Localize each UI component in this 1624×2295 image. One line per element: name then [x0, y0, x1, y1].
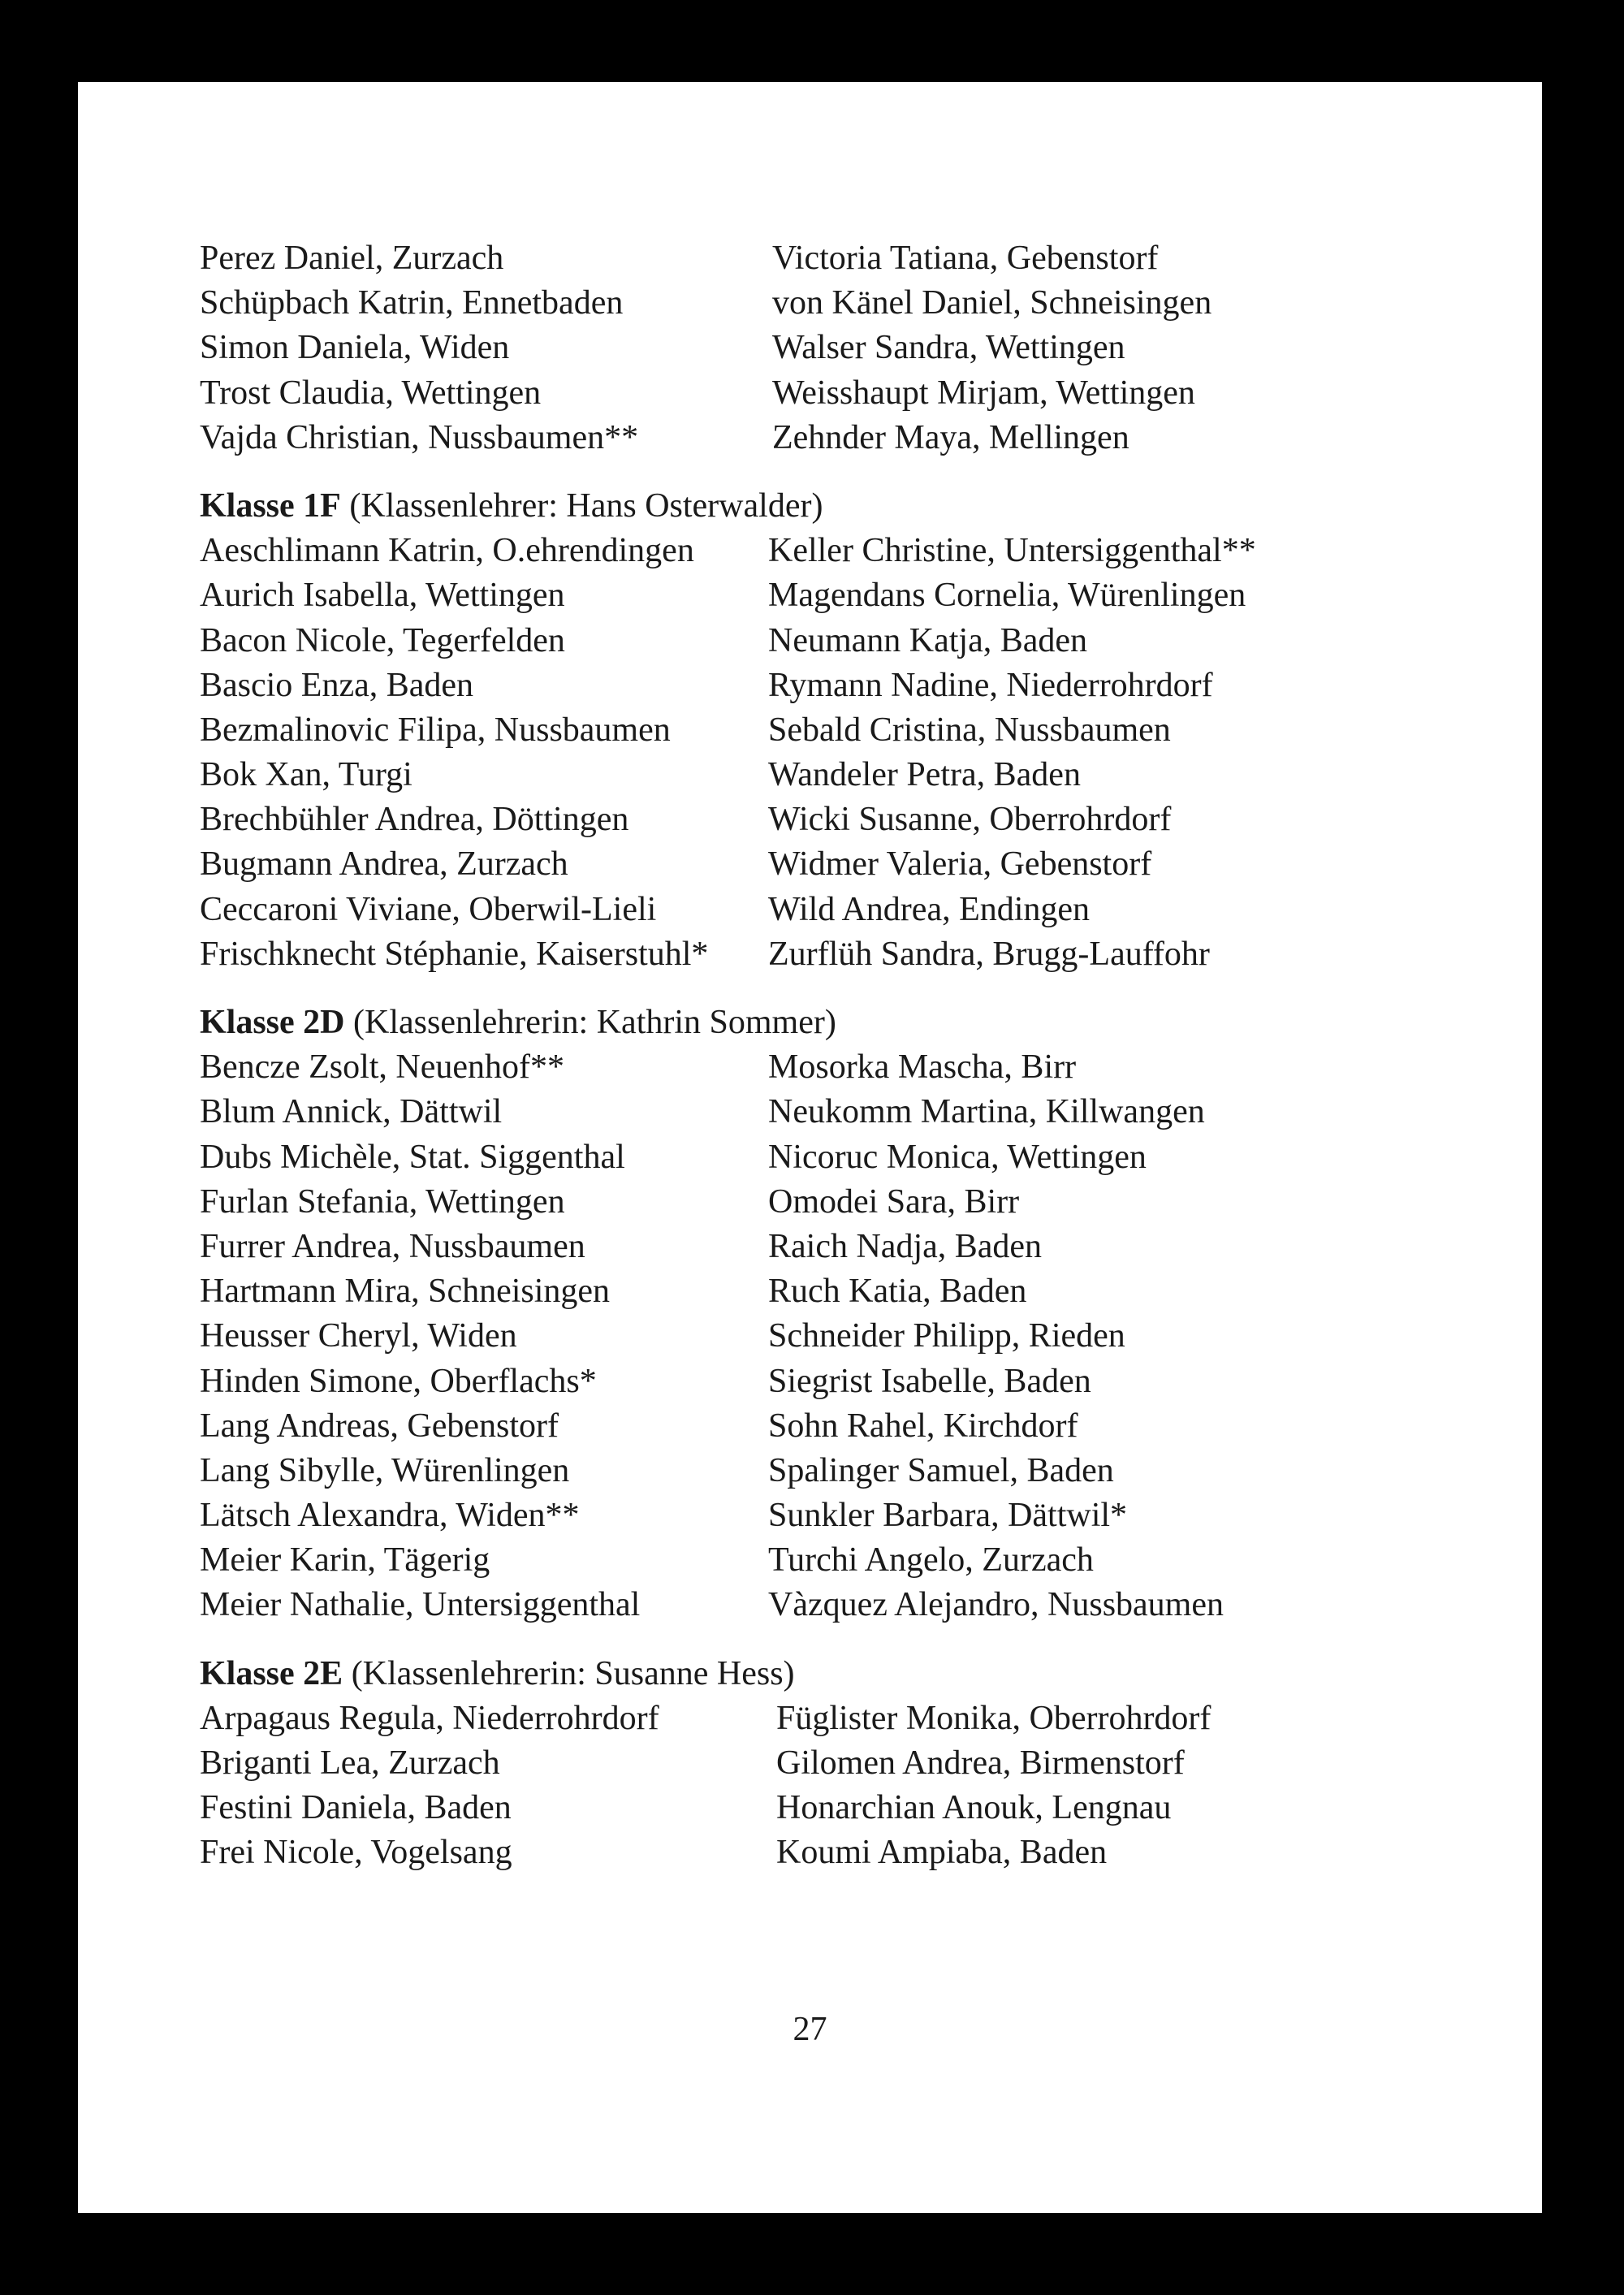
student-entry: Hartmann Mira, Schneisingen [200, 1273, 611, 1311]
student-entry: Spalinger Samuel, Baden [768, 1451, 1114, 1489]
student-entry: Wild Andrea, Endingen [768, 890, 1091, 928]
class-teacher: (Klassenlehrerin: Kathrin Sommer) [344, 1004, 836, 1041]
student-entry: Schüpbach Katrin, Ennetbaden [200, 284, 624, 322]
student-entry: Brechbühler Andrea, Döttingen [200, 801, 629, 839]
roster-row [200, 1741, 1531, 1786]
student-entry: Ruch Katia, Baden [768, 1273, 1027, 1311]
roster-row [200, 1449, 1531, 1493]
student-entry: Honarchian Anouk, Lengnau [776, 1789, 1172, 1827]
student-entry: Briganti Lea, Zurzach [200, 1744, 500, 1782]
student-entry: Rymann Nadine, Niederrohrdorf [768, 666, 1213, 704]
student-entry: Bacon Nicole, Tegerfelden [200, 621, 565, 659]
student-entry: Frei Nicole, Vogelsang [200, 1834, 512, 1872]
student-entry: Bascio Enza, Baden [200, 666, 474, 704]
roster-section [200, 1001, 1531, 1628]
class-label: Klasse 2E [200, 1654, 343, 1692]
student-entry: Aurich Isabella, Wettingen [200, 577, 565, 615]
student-entry: Turchi Angelo, Zurzach [768, 1541, 1094, 1580]
student-entry: Meier Karin, Tägerig [200, 1541, 490, 1580]
student-entry: Raich Nadja, Baden [768, 1227, 1043, 1265]
roster-row [200, 663, 1531, 708]
roster-row [200, 1090, 1531, 1135]
class-roster [200, 236, 1531, 1900]
student-entry: Perez Daniel, Zurzach [200, 240, 504, 277]
roster-row [200, 1696, 1531, 1741]
roster-row [200, 1180, 1531, 1225]
student-entry: Festini Daniela, Baden [200, 1789, 512, 1827]
student-entry: Mosorka Mascha, Birr [768, 1048, 1077, 1087]
student-entry: Zurflüh Sandra, Brugg-Lauffohr [768, 935, 1210, 973]
student-entry: Siegrist Isabelle, Baden [768, 1362, 1091, 1400]
student-entry: Gilomen Andrea, Birmenstorf [776, 1744, 1185, 1782]
student-entry: Magendans Cornelia, Würenlingen [768, 577, 1246, 615]
student-entry: Walser Sandra, Wettingen [772, 329, 1125, 367]
class-teacher: (Klassenlehrer: Hans Osterwalder) [340, 486, 823, 525]
roster-section [200, 484, 1531, 977]
page-number: 27 [793, 2011, 827, 2048]
student-entry: Neumann Katja, Baden [768, 621, 1088, 659]
class-label: Klasse 2D [200, 1004, 345, 1041]
student-entry: Vajda Christian, Nussbaumen** [200, 418, 639, 456]
student-entry: Vàzquez Alejandro, Nussbaumen [768, 1586, 1224, 1624]
roster-row [200, 1314, 1531, 1359]
class-heading [200, 1001, 1531, 1045]
student-entry: Hinden Simone, Oberflachs* [200, 1362, 597, 1400]
roster-row [200, 573, 1531, 618]
student-entry: Bencze Zsolt, Neuenhof** [200, 1048, 565, 1087]
student-entry: Furlan Stefania, Wettingen [200, 1182, 565, 1221]
roster-section [200, 236, 1531, 460]
student-entry: Heusser Cheryl, Widen [200, 1317, 517, 1355]
roster-row [200, 1135, 1531, 1180]
roster-row [200, 1269, 1531, 1314]
roster-row [200, 888, 1531, 932]
roster-row [200, 1786, 1531, 1830]
roster-row [200, 1583, 1531, 1627]
student-entry: Trost Claudia, Wettingen [200, 374, 542, 412]
student-entry: von Känel Daniel, Schneisingen [772, 284, 1212, 322]
class-teacher: (Klassenlehrerin: Susanne Hess) [343, 1654, 795, 1692]
class-heading [200, 484, 1531, 529]
student-entry: Zehnder Maya, Mellingen [772, 418, 1129, 456]
student-entry: Sohn Rahel, Kirchdorf [768, 1407, 1078, 1445]
student-entry: Blum Annick, Dättwil [200, 1093, 503, 1131]
roster-row [200, 326, 1531, 370]
roster-row [200, 1538, 1531, 1583]
student-entry: Frischknecht Stéphanie, Kaiserstuhl* [200, 935, 709, 973]
roster-row [200, 753, 1531, 797]
roster-row [200, 1830, 1531, 1875]
student-entry: Victoria Tatiana, Gebenstorf [772, 240, 1159, 277]
roster-row [200, 1225, 1531, 1269]
roster-row [200, 842, 1531, 887]
student-entry: Lang Andreas, Gebenstorf [200, 1407, 559, 1445]
student-entry: Nicoruc Monica, Wettingen [768, 1138, 1147, 1176]
roster-row [200, 281, 1531, 326]
student-entry: Koumi Ampiaba, Baden [776, 1834, 1108, 1872]
student-entry: Schneider Philipp, Rieden [768, 1317, 1125, 1355]
student-entry: Omodei Sara, Birr [768, 1182, 1020, 1221]
document-page [78, 82, 1542, 2213]
student-entry: Neukomm Martina, Killwangen [768, 1093, 1205, 1131]
student-entry: Dubs Michèle, Stat. Siggenthal [200, 1138, 625, 1176]
roster-row [200, 619, 1531, 663]
class-heading [200, 1652, 1531, 1696]
student-entry: Keller Christine, Untersiggenthal** [768, 532, 1256, 570]
roster-row [200, 236, 1531, 281]
roster-row [200, 932, 1531, 977]
roster-row [200, 1493, 1531, 1538]
student-entry: Bugmann Andrea, Zurzach [200, 845, 568, 884]
roster-section [200, 1652, 1531, 1876]
student-entry: Lätsch Alexandra, Widen** [200, 1497, 580, 1535]
roster-row [200, 1045, 1531, 1090]
student-entry: Simon Daniela, Widen [200, 329, 510, 367]
roster-row [200, 529, 1531, 573]
student-entry: Füglister Monika, Oberrohrdorf [776, 1699, 1212, 1737]
roster-row [200, 708, 1531, 753]
student-entry: Wicki Susanne, Oberrohrdorf [768, 801, 1172, 839]
student-entry: Sebald Cristina, Nussbaumen [768, 711, 1171, 749]
student-entry: Wandeler Petra, Baden [768, 756, 1081, 794]
student-entry: Meier Nathalie, Untersiggenthal [200, 1586, 641, 1624]
roster-row [200, 1359, 1531, 1404]
roster-row [200, 1404, 1531, 1449]
student-entry: Widmer Valeria, Gebenstorf [768, 845, 1152, 884]
student-entry: Arpagaus Regula, Niederrohrdorf [200, 1699, 659, 1737]
student-entry: Lang Sibylle, Würenlingen [200, 1451, 570, 1489]
class-label: Klasse 1F [200, 486, 341, 525]
roster-row [200, 371, 1531, 416]
student-entry: Ceccaroni Viviane, Oberwil-Lieli [200, 890, 657, 928]
student-entry: Furrer Andrea, Nussbaumen [200, 1227, 585, 1265]
student-entry: Bezmalinovic Filipa, Nussbaumen [200, 711, 671, 749]
student-entry: Aeschlimann Katrin, O.ehrendingen [200, 532, 694, 570]
roster-row [200, 416, 1531, 460]
student-entry: Weisshaupt Mirjam, Wettingen [772, 374, 1195, 412]
roster-row [200, 797, 1531, 842]
student-entry: Bok Xan, Turgi [200, 756, 412, 794]
student-entry: Sunkler Barbara, Dättwil* [768, 1497, 1128, 1535]
